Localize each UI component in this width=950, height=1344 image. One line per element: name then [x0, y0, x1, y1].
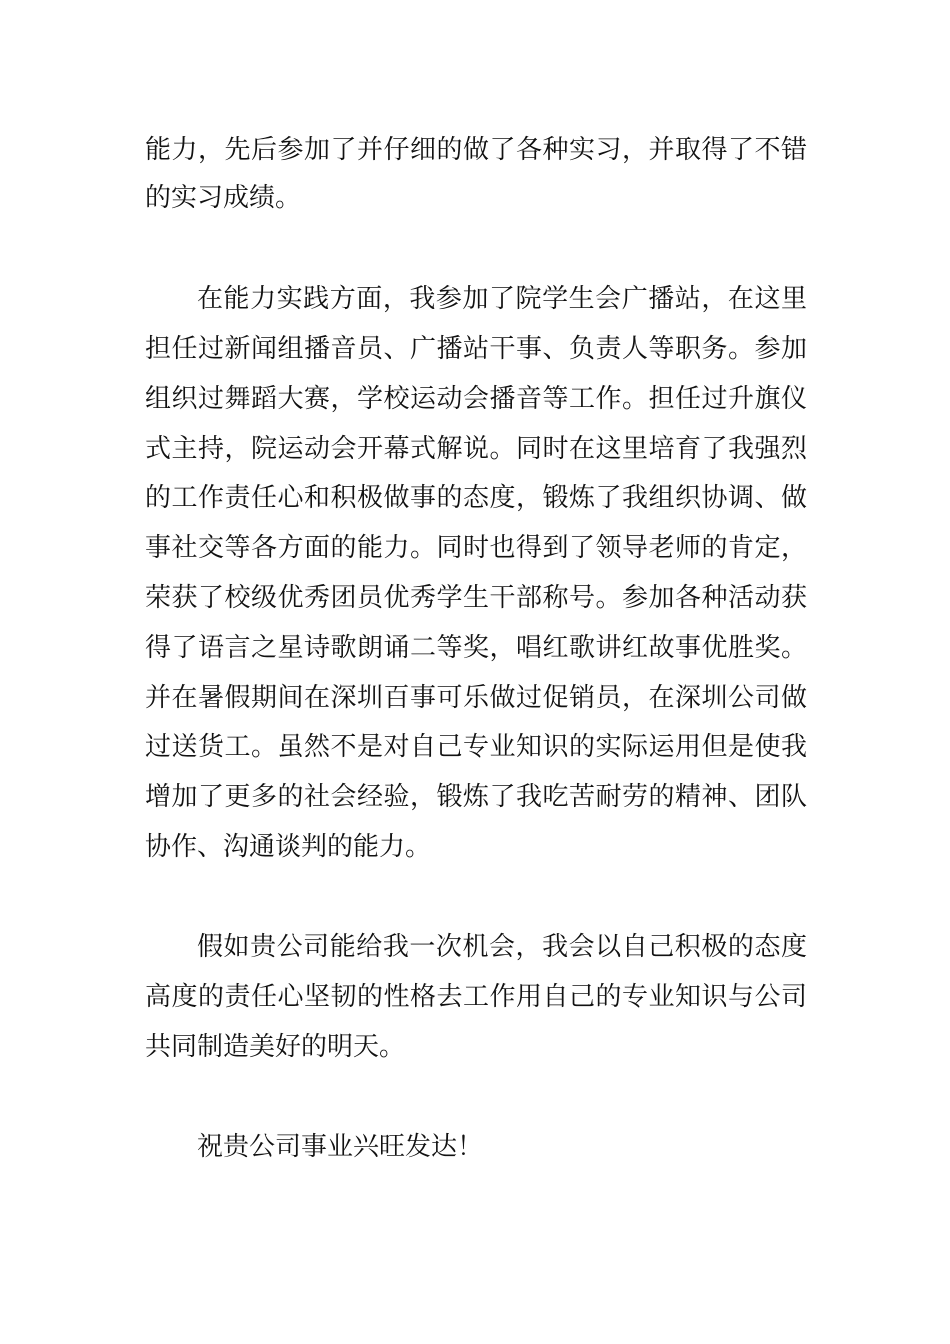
paragraph-2-line-11: 增加了更多的社会经验，锻炼了我吃苦耐劳的精神、团队	[145, 782, 807, 812]
paragraph-2-line-1: 在能力实践方面，我参加了院学生会广播站，在这里	[197, 284, 807, 314]
paragraph-2-line-7: 荣获了校级优秀团员优秀学生干部称号。参加各种活动获	[145, 583, 807, 613]
paragraph-3-line-1: 假如贵公司能给我一次机会，我会以自己积极的态度	[197, 932, 807, 962]
paragraph-1-line-1: 能力，先后参加了并仔细的做了各种实习，并取得了不错	[145, 135, 807, 165]
paragraph-2-line-10: 过送货工。虽然不是对自己专业知识的实际运用但是使我	[145, 732, 807, 762]
paragraph-2-line-9: 并在暑假期间在深圳百事可乐做过促销员，在深圳公司做	[145, 683, 807, 713]
paragraph-2-line-3: 组织过舞蹈大赛，学校运动会播音等工作。担任过升旗仪	[145, 384, 807, 414]
paragraph-3-line-3: 共同制造美好的明天。	[145, 1032, 406, 1062]
paragraph-2-line-5: 的工作责任心和积极做事的态度，锻炼了我组织协调、做	[145, 483, 807, 513]
paragraph-2-line-8: 得了语言之星诗歌朗诵二等奖，唱红歌讲红故事优胜奖。	[145, 633, 807, 663]
paragraph-1-line-2: 的实习成绩。	[145, 183, 302, 213]
paragraph-2-line-12: 协作、沟通谈判的能力。	[145, 832, 432, 862]
paragraph-2-line-6: 事社交等各方面的能力。同时也得到了领导老师的肯定，	[145, 533, 807, 563]
paragraph-2-line-4: 式主持，院运动会开幕式解说。同时在这里培育了我强烈	[145, 434, 807, 464]
paragraph-4-line-1: 祝贵公司事业兴旺发达！	[197, 1132, 484, 1162]
paragraph-3-line-2: 高度的责任心坚韧的性格去工作用自己的专业知识与公司	[145, 982, 807, 1012]
paragraph-2-line-2: 担任过新闻组播音员、广播站干事、负责人等职务。参加	[145, 334, 807, 364]
